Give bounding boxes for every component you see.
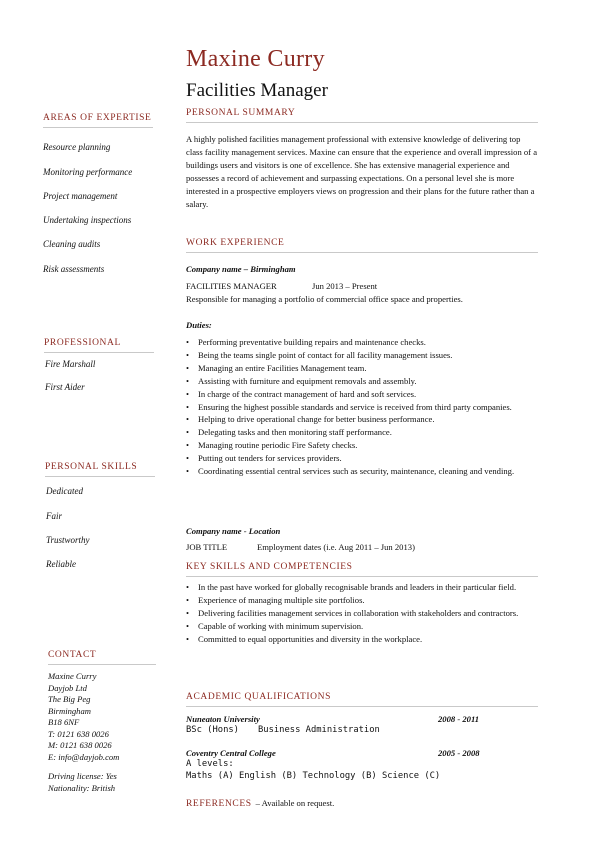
- list-item: • Delegating tasks and then monitoring staff performance.: [186, 427, 392, 438]
- contact-email: E: info@dayjob.com: [48, 751, 120, 762]
- list-item: • Assisting with furniture and equipment removals and assembly.: [186, 375, 417, 386]
- nationality: Nationality: British: [48, 782, 116, 793]
- experience-divider: [186, 252, 538, 253]
- bullet-icon: •: [186, 633, 190, 644]
- bullet-icon: •: [186, 466, 190, 477]
- bullet-icon: •: [186, 362, 190, 373]
- list-item: • Committed to equal opportunities and diversity in the workplace.: [186, 633, 423, 644]
- expertise-heading: AREAS OF EXPERTISE: [43, 113, 152, 123]
- summary-heading: PERSONAL SUMMARY: [186, 108, 296, 118]
- bullet-icon: •: [186, 582, 190, 592]
- expertise-divider: [43, 127, 153, 128]
- contact-mobile: M: 0121 638 0026: [48, 740, 112, 750]
- list-item: • Managing routine periodic Fire Safety checks.: [186, 440, 358, 451]
- academic-heading: ACADEMIC QUALIFICATIONS: [186, 692, 331, 702]
- edu2-levels-label: A levels:: [186, 759, 234, 769]
- job2-company: Company name - Location: [186, 526, 281, 536]
- expertise-item: Risk assessments: [43, 264, 105, 274]
- contact-name: Maxine Curry: [48, 671, 97, 681]
- personal-skill-item: Dedicated: [46, 486, 83, 496]
- list-item: • In charge of the contract management of hard and soft services.: [186, 388, 417, 399]
- edu1-years: 2008 - 2011: [438, 714, 480, 724]
- edu2-school: Coventry Central College: [186, 748, 276, 758]
- list-item: • Being the teams single point of contact for all facility management issues.: [186, 349, 453, 360]
- job2-dates: Employment dates (i.e. Aug 2011 – Jun 2013): [257, 542, 415, 552]
- contact-heading: CONTACT: [48, 650, 97, 660]
- contact-postcode: B18 6NF: [48, 717, 80, 727]
- professional-divider: [44, 352, 154, 353]
- expertise-item: Undertaking inspections: [43, 215, 132, 225]
- expertise-item: Resource planning: [43, 142, 111, 152]
- list-item: • Helping to drive operational change for better business performance.: [186, 414, 435, 425]
- academic-divider: [186, 706, 538, 707]
- references-text: – Available on request.: [255, 798, 335, 808]
- bullet-icon: •: [186, 440, 190, 451]
- list-item: • Managing an entire Facilities Management team.: [186, 362, 367, 373]
- key-skills-heading: KEY SKILLS AND COMPETENCIES: [186, 562, 353, 572]
- summary-text: A highly polished facilities management professional with extensive knowledge of delivering top class facility management services. Maxine can ensure that the experience and overall impression of a buildings users and visitors is one of excellence. She has extensive managerial experience and possesses a record of achievement and surpassing expectations. On a personal level she is more interested in a prospective employers views on progression and their plans for the future rather than a salary.: [186, 134, 538, 209]
- edu1-subject: Business Administration: [258, 725, 380, 735]
- contact-address: The Big Peg: [48, 694, 91, 704]
- expertise-item: Cleaning audits: [43, 239, 101, 249]
- bullet-icon: •: [186, 337, 190, 347]
- professional-heading: PROFESSIONAL: [44, 338, 121, 348]
- edu1-degree: BSc (Hons): [186, 725, 239, 735]
- professional-item: Fire Marshall: [45, 359, 96, 369]
- expertise-item: Project management: [43, 191, 118, 201]
- job1-dates: Jun 2013 – Present: [312, 281, 378, 291]
- professional-item: First Aider: [45, 382, 85, 392]
- driving-license: Driving license: Yes: [48, 771, 117, 781]
- bullet-icon: •: [186, 427, 190, 438]
- bullet-icon: •: [186, 388, 190, 399]
- bullet-icon: •: [186, 620, 190, 631]
- duties-list: [186, 336, 540, 478]
- summary-divider: [186, 122, 538, 123]
- experience-heading: WORK EXPERIENCE: [186, 238, 285, 248]
- contact-telephone: T: 0121 638 0026: [48, 728, 109, 739]
- job1-role: FACILITIES MANAGER: [186, 281, 277, 291]
- edu2-years: 2005 - 2008: [438, 748, 480, 758]
- key-skills-divider: [186, 576, 538, 577]
- personal-skill-item: Reliable: [46, 559, 76, 569]
- bullet-icon: •: [186, 414, 190, 425]
- list-item: • In the past have worked for globally recognisable brands and leaders in their particular field.: [186, 582, 517, 592]
- personal-skill-item: Trustworthy: [46, 535, 90, 545]
- bullet-icon: •: [186, 401, 190, 412]
- job1-description: Responsible for managing a portfolio of commercial office space and properties.: [186, 294, 463, 304]
- bullet-icon: •: [186, 453, 190, 464]
- bullet-icon: •: [186, 607, 190, 618]
- contact-city: Birmingham: [48, 705, 91, 716]
- key-skills-list: [186, 581, 540, 646]
- personal-skill-item: Fair: [46, 511, 63, 521]
- list-item: • Delivering facilities management services in collaboration with stakeholders and contractors.: [186, 607, 519, 618]
- job-title: Facilities Manager: [186, 80, 328, 101]
- edu1-school: Nuneaton University: [186, 714, 260, 724]
- list-item: • Performing preventative building repairs and maintenance checks.: [186, 337, 426, 347]
- job2-role: JOB TITLE: [186, 542, 228, 552]
- expertise-item: Monitoring performance: [43, 167, 133, 177]
- contact-divider: [48, 664, 156, 665]
- list-item: • Ensuring the highest possible standards and service is received from third party companies.: [186, 401, 512, 412]
- duties-label: Duties:: [186, 320, 212, 330]
- list-item: • Putting out tenders for services providers.: [186, 453, 342, 464]
- skills-sidebar-divider: [45, 476, 155, 477]
- contact-company: Dayjob Ltd: [48, 682, 87, 693]
- list-item: • Coordinating essential central services such as security, maintenance, cleaning and vending.: [186, 466, 515, 477]
- bullet-icon: •: [186, 594, 190, 605]
- skills-sidebar-heading: PERSONAL SKILLS: [45, 462, 138, 472]
- references-heading: REFERENCES: [186, 799, 252, 809]
- contact-block: [48, 671, 119, 794]
- candidate-name: Maxine Curry: [186, 46, 325, 72]
- list-item: • Capable of working with minimum supervision.: [186, 620, 364, 631]
- list-item: • Experience of managing multiple site portfolios.: [186, 594, 365, 605]
- edu2-levels: Maths (A) English (B) Technology (B) Science (C): [186, 771, 441, 781]
- bullet-icon: •: [186, 375, 190, 386]
- references-line: [186, 793, 334, 811]
- job1-company: Company name – Birmingham: [186, 264, 296, 274]
- bullet-icon: •: [186, 349, 190, 360]
